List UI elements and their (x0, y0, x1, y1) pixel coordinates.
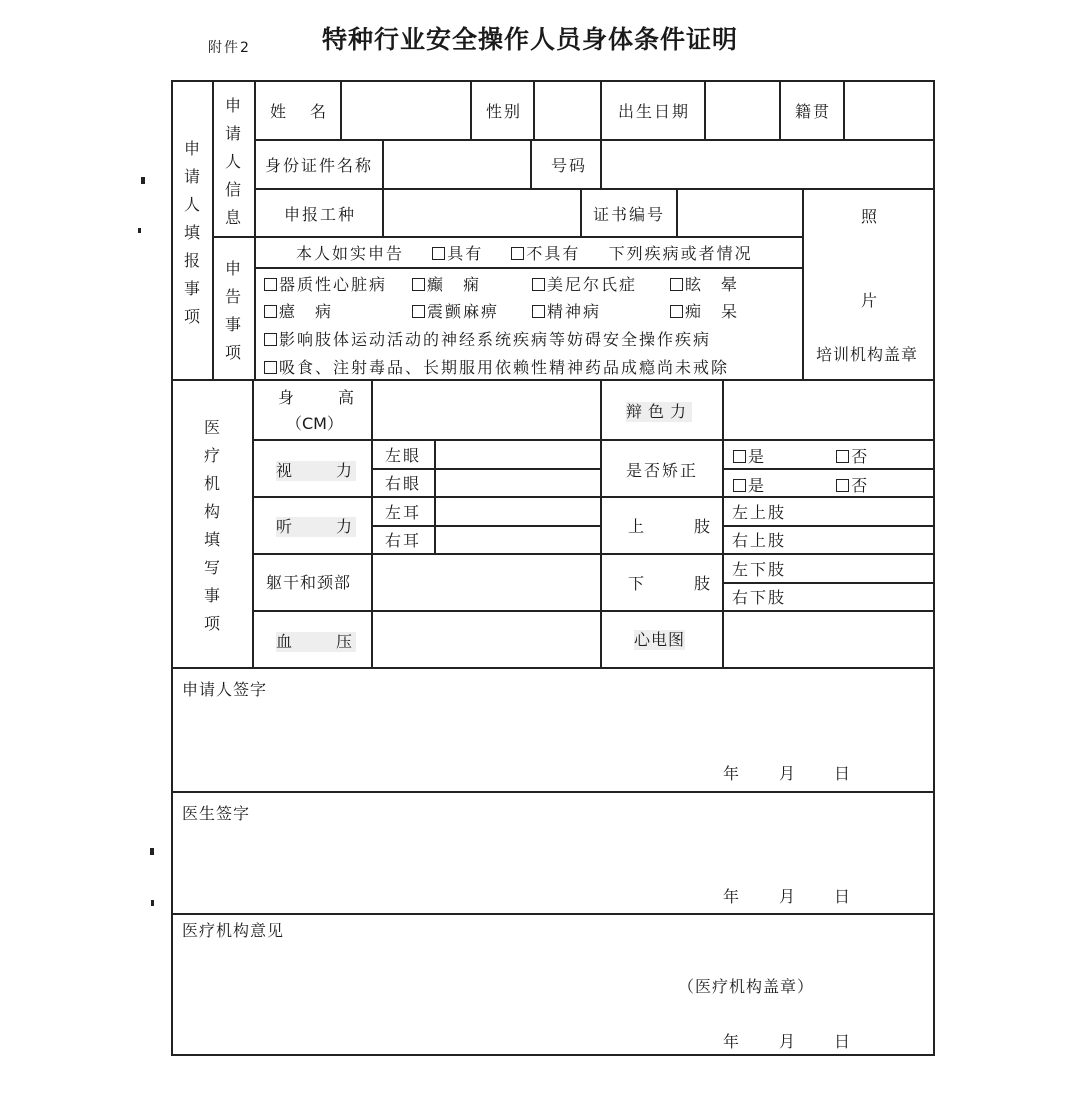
birth-date-input[interactable] (706, 82, 779, 139)
birth-date-label: 出生日期 (618, 102, 691, 121)
institution-date-month: 月 (779, 1032, 798, 1051)
condition-checkbox[interactable] (412, 305, 425, 318)
right-eye-corrected-yes-checkbox[interactable] (733, 479, 746, 492)
scan-mark (138, 228, 141, 233)
doctor-signature-label: 医生签字 (182, 804, 251, 823)
applicant-date-year: 年 (723, 764, 742, 783)
native-place-label: 籍贯 (795, 102, 832, 121)
name-input[interactable] (342, 82, 470, 139)
institution-date-day: 日 (834, 1032, 853, 1051)
corrected-label: 是否矫正 (626, 461, 699, 480)
applicant-section-label: 申请人填报事项 (183, 139, 200, 326)
right-eye-corrected: 是 否 (733, 476, 869, 496)
declaration-intro-text: 本人如实申告 (296, 244, 405, 263)
condition-checkbox[interactable] (264, 305, 277, 318)
condition-item: 眩 晕 (670, 275, 739, 295)
ecg-label: 心电图 (634, 630, 686, 649)
left-eye-input[interactable] (436, 441, 600, 468)
height-label: 身 高 (278, 388, 359, 407)
left-ear-input[interactable] (436, 498, 600, 525)
left-eye-corrected: 是 否 (733, 447, 869, 467)
height-unit-label: （CM） (286, 414, 343, 433)
blood-pressure-input[interactable] (373, 612, 600, 667)
color-vision-input[interactable] (724, 381, 933, 439)
condition-item: 精神病 (532, 302, 601, 322)
doctor-date-year: 年 (723, 887, 742, 906)
gender-input[interactable] (535, 82, 600, 139)
job-type-input[interactable] (384, 190, 580, 236)
id-number-input[interactable] (602, 141, 933, 188)
condition-item: 影响肢体运动活动的神经系统疾病等妨碍安全操作疾病 (264, 330, 711, 350)
not-has-checkbox[interactable] (511, 247, 524, 260)
right-lower-limb-label: 右下肢 (732, 588, 787, 607)
condition-item: 震颤麻痹 (412, 302, 499, 322)
id-type-input[interactable] (384, 141, 530, 188)
id-type-label: 身份证件名称 (265, 156, 374, 175)
left-ear-label: 左耳 (385, 503, 422, 522)
condition-checkbox[interactable] (412, 278, 425, 291)
photo-char-2: 片 (861, 291, 880, 310)
institution-opinion-area[interactable] (173, 915, 933, 1054)
applicant-date-day: 日 (834, 764, 853, 783)
certificate-no-label: 证书编号 (593, 205, 666, 224)
training-stamp-label: 培训机构盖章 (816, 345, 919, 364)
right-ear-input[interactable] (436, 527, 600, 553)
institution-stamp-label: （医疗机构盖章） (678, 977, 815, 996)
scan-mark (141, 177, 145, 184)
doctor-date-month: 月 (779, 887, 798, 906)
condition-checkbox[interactable] (532, 278, 545, 291)
condition-item: 癔 病 (264, 302, 333, 322)
right-upper-limb-label: 右上肢 (732, 531, 787, 550)
hearing-label: 听 力 (276, 517, 357, 536)
condition-checkbox[interactable] (670, 305, 683, 318)
left-upper-limb-label: 左上肢 (732, 503, 787, 522)
medical-section-label: 医疗机构填写事项 (203, 418, 220, 633)
condition-checkbox[interactable] (670, 278, 683, 291)
blood-pressure-label: 血 压 (276, 632, 357, 651)
lower-limb-label: 下 肢 (628, 574, 717, 593)
not-has-label: 不具有 (526, 244, 581, 263)
doctor-signature-area[interactable] (173, 793, 933, 913)
certificate-no-input[interactable] (678, 190, 802, 236)
institution-date-year: 年 (723, 1032, 742, 1051)
applicant-signature-label: 申请人签字 (182, 680, 268, 699)
annex-label: 附件2 (208, 40, 251, 56)
right-eye-input[interactable] (436, 470, 600, 496)
left-eye-label: 左眼 (385, 446, 422, 465)
right-eye-corrected-no-checkbox[interactable] (836, 479, 849, 492)
color-vision-label: 辩色力 (626, 402, 693, 421)
height-input[interactable] (373, 381, 600, 439)
condition-item: 器质性心脏病 (264, 275, 387, 295)
scan-mark (150, 848, 154, 855)
condition-item: 癫 痫 (412, 275, 481, 295)
page-title: 特种行业安全操作人员身体条件证明 (322, 25, 739, 54)
condition-item: 痴 呆 (670, 302, 739, 322)
declaration-label: 申告事项 (224, 259, 241, 362)
declaration-intro (296, 244, 753, 264)
doctor-date-day: 日 (834, 887, 853, 906)
condition-checkbox[interactable] (264, 361, 277, 374)
upper-limb-label: 上 肢 (628, 517, 717, 536)
applicant-date-month: 月 (779, 764, 798, 783)
has-checkbox[interactable] (432, 247, 445, 260)
scan-mark (151, 900, 154, 906)
condition-item: 美尼尔氏症 (532, 275, 637, 295)
gender-label: 性别 (486, 102, 523, 121)
condition-checkbox[interactable] (532, 305, 545, 318)
photo-char-1: 照 (861, 207, 880, 226)
condition-checkbox[interactable] (264, 278, 277, 291)
left-eye-corrected-yes-checkbox[interactable] (733, 450, 746, 463)
trunk-neck-label: 躯干和颈部 (266, 573, 352, 592)
declaration-intro-tail: 下列疾病或者情况 (608, 244, 753, 263)
vision-label: 视 力 (276, 461, 357, 480)
native-place-input[interactable] (845, 82, 933, 139)
id-number-label: 号码 (551, 156, 588, 175)
applicant-info-label: 申请人信息 (224, 96, 241, 227)
right-ear-label: 右耳 (385, 531, 422, 550)
trunk-neck-input[interactable] (373, 555, 600, 610)
name-label: 姓 名 (270, 102, 331, 121)
job-type-label: 申报工种 (284, 205, 357, 224)
has-label: 具有 (447, 244, 484, 263)
condition-checkbox[interactable] (264, 333, 277, 346)
institution-opinion-label: 医疗机构意见 (182, 921, 285, 940)
right-eye-label: 右眼 (385, 474, 422, 493)
condition-item: 吸食、注射毒品、长期服用依赖性精神药品成瘾尚未戒除 (264, 358, 729, 378)
ecg-input[interactable] (724, 612, 933, 667)
left-eye-corrected-no-checkbox[interactable] (836, 450, 849, 463)
applicant-signature-area[interactable] (173, 669, 933, 791)
left-lower-limb-label: 左下肢 (732, 560, 787, 579)
